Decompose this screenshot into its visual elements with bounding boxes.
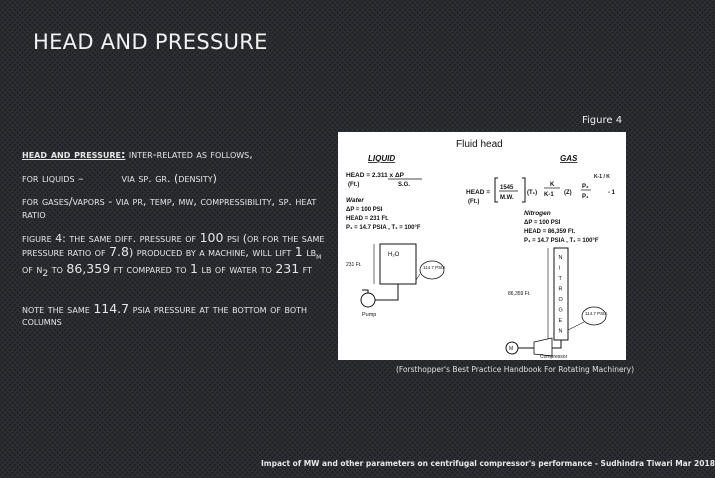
motor-symbol: M: [509, 346, 514, 352]
slide-footer: Impact of MW and other parameters on centrifugal compressor's performance - Sudhindra Tiwari Mar 2018: [261, 459, 715, 468]
paragraph-gases: for gases/vapors - via pr, temp, mw, compressibility, sp. heat ratio: [22, 195, 317, 221]
liquid-label: Water: [346, 197, 364, 204]
liquid-dp: ΔP = 100 PSI: [346, 207, 383, 213]
gas-formula-ft: (Ft.): [468, 199, 480, 205]
nitrogen-column-letter: O: [558, 297, 563, 303]
nitrogen-column-letter: E: [558, 318, 563, 324]
liquid-head: HEAD = 231 Ft.: [346, 216, 389, 222]
liquid-formula-ft: (Ft.): [348, 182, 360, 188]
water-gauge-icon: [420, 261, 444, 279]
gas-formula-p-num: P₂: [582, 184, 589, 190]
nitrogen-gauge-icon: [582, 307, 606, 325]
gas-formula-exponent: K-1 / K: [594, 174, 610, 180]
water-column-height: 231 Ft.: [346, 262, 362, 268]
fluid-head-figure: [338, 132, 626, 360]
gas-dp: ΔP = 100 PSI: [524, 220, 561, 226]
nitrogen-gauge-label: 114.7 PSIA: [585, 311, 608, 316]
compressor-label: Compressor: [540, 354, 568, 360]
liquid-heading: LIQUID: [368, 154, 396, 163]
slide-body: [22, 149, 327, 340]
slide-title: HEAD AND PRESSURE: [33, 30, 268, 54]
head-pressure-heading: head and pressure:: [22, 148, 126, 161]
liquid-pt: P₁ = 14.7 PSIA , T₁ = 100°F: [346, 225, 421, 231]
gas-formula-minus-one: - 1: [608, 190, 616, 196]
gas-formula-t: (T₁): [527, 190, 538, 196]
gas-formula-mw-den: M.W.: [500, 195, 514, 201]
gas-formula-open-bracket: [495, 178, 498, 202]
gas-formula-mw-num: 1545: [500, 185, 514, 191]
figure-caption: (Forsthopper's Best Practice Handbook For Rotating Machinery): [396, 365, 635, 374]
nitrogen-gauge-connector: [568, 322, 584, 330]
figure-label: Figure 4: [582, 115, 623, 126]
figure-title: Fluid head: [456, 139, 503, 150]
gas-formula-k-den: K-1: [544, 192, 554, 198]
nitrogen-column-height: 86,359 Ft.: [508, 291, 531, 297]
paragraph-figure4: figure 4: the same diff. pressure of 100 psi (or for the same pressure ratio of 7.8) produced by a machine, will lift 1 $lb_m$ of $n_2$ to 86,359 ft compared to 1 lb of water to 231 ft: [22, 230, 325, 280]
paragraph-head-pressure: head and pressure: inter-related as follows,: [22, 148, 253, 161]
paragraph-note: note the same 114.7 psia pressure at the bottom of both columns: [22, 300, 308, 329]
water-gauge-label: 114.7 PSIA: [423, 265, 446, 270]
gas-formula-close-bracket: [522, 178, 525, 202]
liquid-formula-sg: S.G.: [398, 182, 411, 188]
liquid-formula-head: HEAD = 2.311 x ΔP: [346, 172, 404, 179]
nitrogen-column: [554, 248, 568, 340]
pump-label: Pump: [362, 312, 377, 318]
gas-formula-k: K: [550, 182, 555, 188]
fluid-head-diagram: [338, 132, 626, 360]
nitrogen-column-letter: R: [558, 286, 563, 293]
nitrogen-column-letter: N: [558, 255, 563, 261]
nitrogen-column-letter: N: [558, 328, 563, 335]
water-gauge-connector: [416, 274, 420, 280]
gas-heading: GAS: [560, 154, 578, 163]
gas-formula-p-den: P₁: [582, 194, 589, 200]
water-fluid-label: H₂O: [388, 252, 400, 258]
pump-icon: [361, 293, 375, 307]
gas-label: Nitrogen: [524, 210, 551, 217]
water-tank: [380, 244, 416, 284]
paragraph-liquids: for liquids – via sp. gr. (density): [22, 171, 217, 185]
nitrogen-column-letter: T: [558, 276, 562, 282]
nitrogen-column-letter: G: [558, 307, 563, 314]
nitrogen-column-letter: I: [558, 265, 561, 272]
gas-head: HEAD = 86,359 Ft.: [524, 229, 576, 235]
gas-pt: P₁ = 14.7 PSIA , T₁ = 100°F: [524, 238, 599, 244]
gas-formula-z: (Z): [564, 190, 572, 196]
gas-formula-head: HEAD =: [466, 189, 491, 196]
